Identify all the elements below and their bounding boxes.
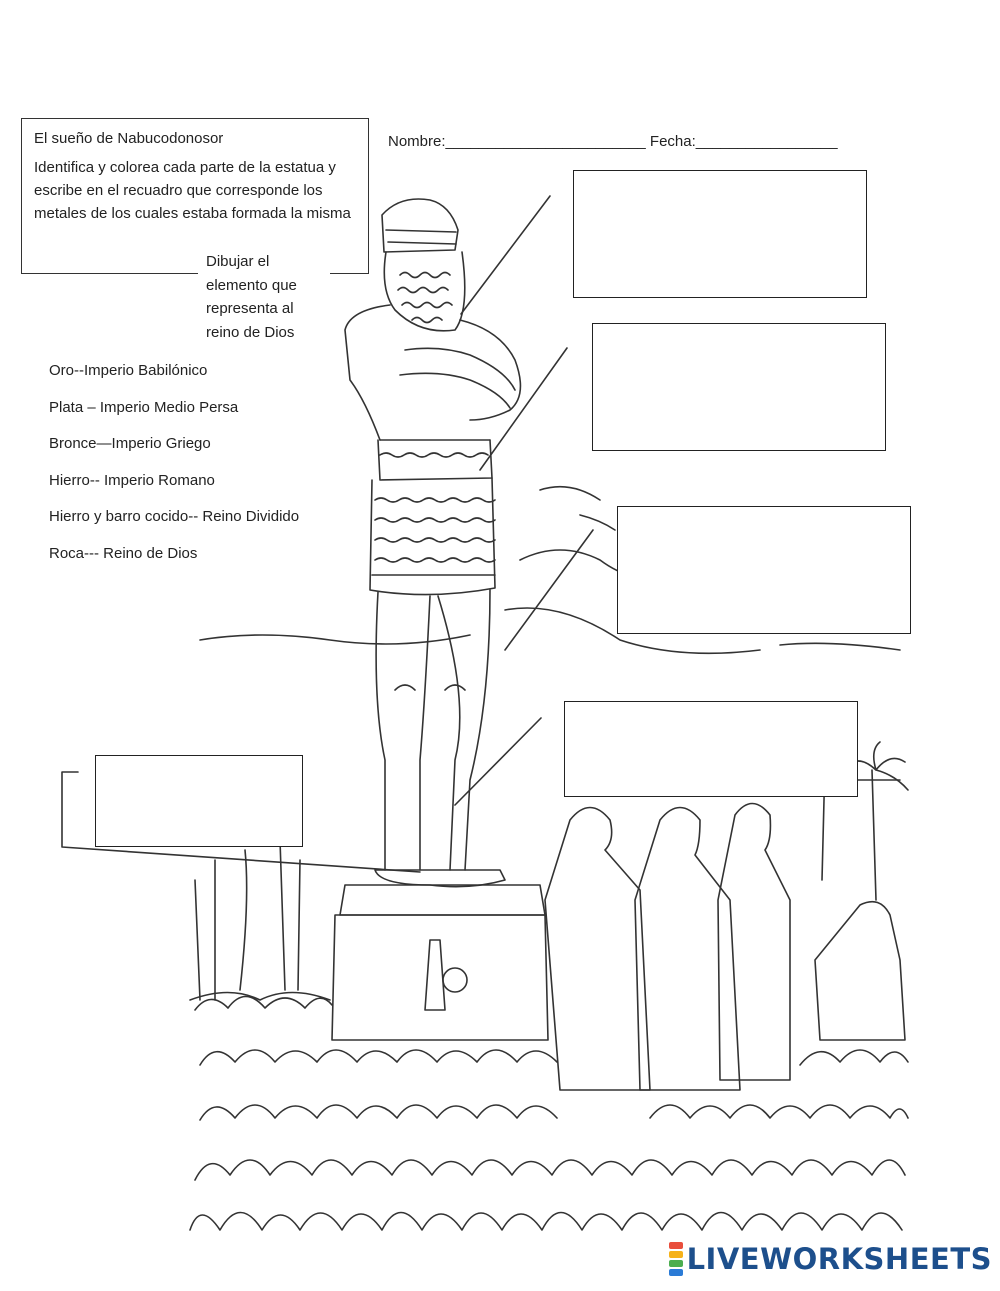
- name-date-line: [388, 133, 838, 150]
- name-field-label[interactable]: Nombre:________________________: [388, 133, 646, 150]
- legend-item-silver: Plata – Imperio Medio Persa: [49, 398, 239, 416]
- legend-item-gold: Oro--Imperio Babilónico: [49, 362, 208, 379]
- answer-box-feet[interactable]: [95, 755, 303, 847]
- statue: [345, 199, 520, 887]
- legend-item-iron: Hierro-- Imperio Romano: [49, 471, 215, 489]
- liveworksheets-logo: [669, 1241, 992, 1277]
- answer-box-chest[interactable]: [592, 323, 886, 451]
- metals-legend: [49, 360, 299, 580]
- legend-item-rock: Roca--- Reino de Dios: [49, 544, 198, 562]
- logo-text: LIVEWORKSHEETS: [686, 1242, 992, 1276]
- instructions-text: Identifica y colorea cada parte de la estatua y escribe en el recuadro que corresponde los metales de los cuales estaba formada la misma: [34, 159, 351, 222]
- draw-kingdom-note: Dibujar el elemento que representa al reino de Dios: [198, 250, 330, 344]
- answer-box-legs[interactable]: [564, 701, 858, 797]
- robed-figures: [545, 804, 905, 1091]
- answer-box-head[interactable]: [573, 170, 867, 298]
- pedestal: [332, 885, 548, 1040]
- legend-item-iron-clay: Hierro y barro cocido-- Reino Dividido: [49, 508, 300, 526]
- crowd: [190, 840, 908, 1230]
- legend-item-bronze: Bronce—Imperio Griego: [49, 435, 211, 453]
- worksheet-title: El sueño de Nabucodonosor: [34, 130, 224, 147]
- liveworksheets-logo-icon: [669, 1241, 683, 1277]
- answer-box-belly[interactable]: [617, 506, 911, 634]
- date-field-label[interactable]: Fecha:_________________: [649, 133, 838, 150]
